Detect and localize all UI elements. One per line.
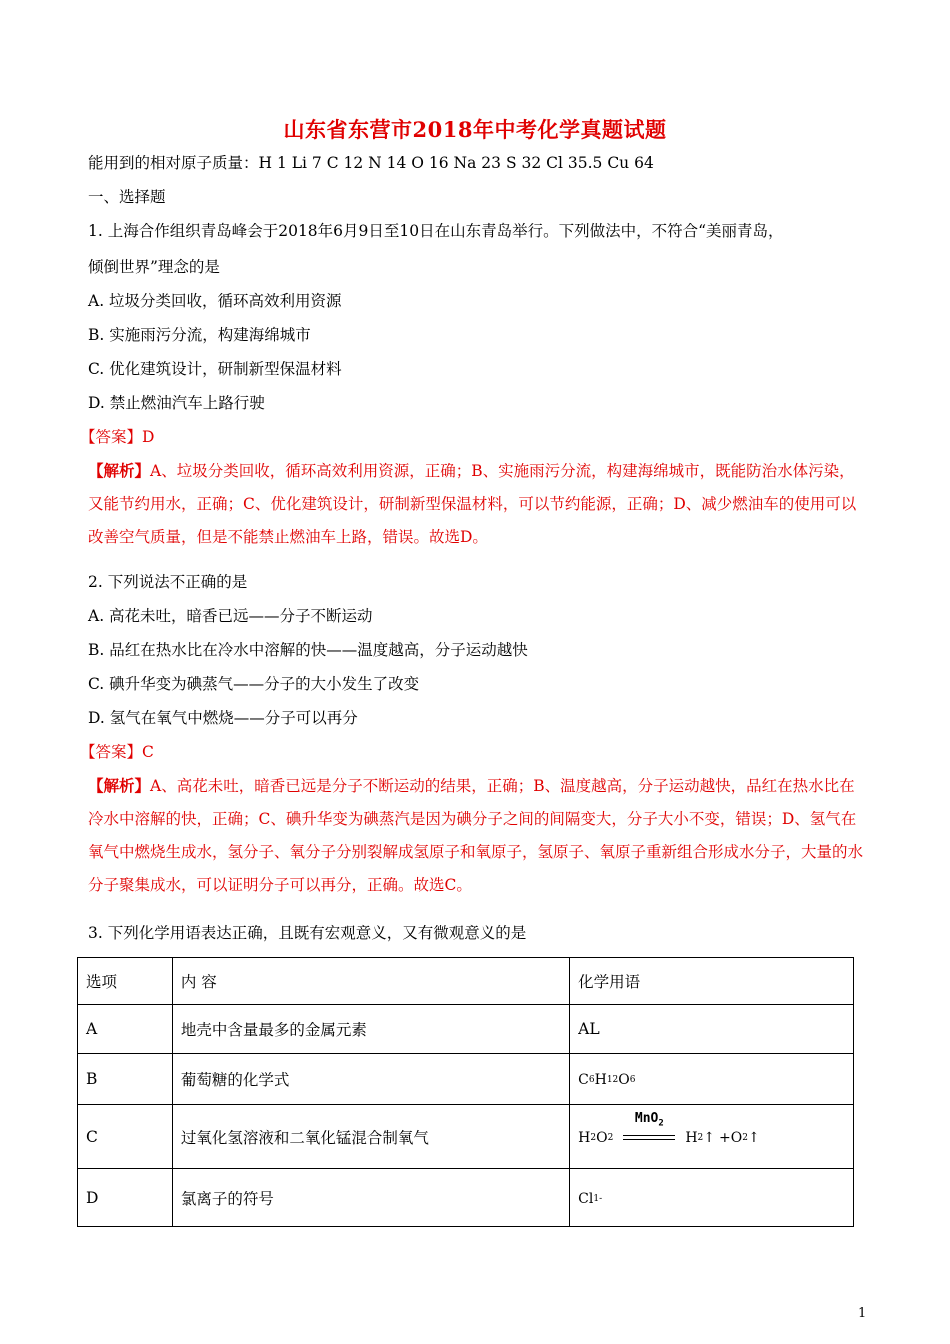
q2-option-b: B. 品红在热水比在冷水中溶解的快——温度越高，分子运动越快 bbox=[88, 641, 528, 659]
table-row bbox=[78, 1054, 854, 1105]
table-row bbox=[78, 1169, 854, 1227]
chemical-equation: H 2 O 2 MnO$_2$ H 2 ↑ +O 2 ↑ bbox=[578, 1111, 760, 1146]
row-option: B bbox=[78, 1054, 173, 1105]
atomic-mass-line: 能用到的相对原子质量：H 1 Li 7 C 12 N 14 O 16 Na 23 S 32 Cl 35.5 Cu 64 bbox=[88, 154, 654, 172]
row-option: A bbox=[78, 1005, 173, 1054]
q3-stem: 3. 下列化学用语表达正确，且既有宏观意义，又有微观意义的是 bbox=[88, 924, 527, 942]
q2-option-c: C. 碘升华变为碘蒸气——分子的大小发生了改变 bbox=[88, 675, 420, 693]
analysis-tag: 【解析】 bbox=[88, 461, 151, 480]
catalyst-label: MnO$_2$ bbox=[634, 1111, 664, 1129]
row-content: 氯离子的符号 bbox=[172, 1169, 569, 1227]
q2-option-a: A. 高花未吐，暗香已远——分子不断运动 bbox=[88, 607, 373, 625]
table-row bbox=[78, 1005, 854, 1054]
answer-tag: 【答案】 bbox=[80, 743, 143, 761]
q2-analysis bbox=[88, 769, 868, 902]
q1-option-a: A. 垃圾分类回收，循环高效利用资源 bbox=[88, 292, 342, 310]
q1-option-c: C. 优化建筑设计，研制新型保温材料 bbox=[88, 360, 342, 378]
answer-value: C bbox=[142, 743, 154, 761]
q1-stem-line2: 倾倒世界”理念的是 bbox=[88, 258, 220, 276]
table-header-row bbox=[78, 958, 854, 1005]
q2-answer bbox=[80, 742, 154, 762]
analysis-text: A、垃圾分类回收，循环高效利用资源，正确；B、实施雨污分流，构建海绵城市，既能防治水体污染，又能节约用水，正确；C、优化建筑设计，研制新型保温材料，可以节约能源，正确；D、减少燃油车的使用可以改善空气质量，但是不能禁止燃油车上路，错误。故选D。 bbox=[88, 462, 857, 546]
row-content: 地壳中含量最多的金属元素 bbox=[172, 1005, 569, 1054]
q1-option-d: D. 禁止燃油汽车上路行驶 bbox=[88, 394, 265, 412]
q3-options-table bbox=[77, 957, 854, 1227]
row-term: Cl 1- bbox=[570, 1169, 854, 1227]
reaction-arrow bbox=[623, 1111, 675, 1140]
row-term: AL bbox=[570, 1005, 854, 1054]
q2-option-d: D. 氢气在氧气中燃烧——分子可以再分 bbox=[88, 709, 358, 727]
q1-option-b: B. 实施雨污分流，构建海绵城市 bbox=[88, 326, 311, 344]
row-term bbox=[570, 1105, 854, 1169]
q1-answer bbox=[80, 427, 154, 447]
q2-stem: 2. 下列说法不正确的是 bbox=[88, 573, 248, 591]
q1-stem-line1: 1. 上海合作组织青岛峰会于2018年6月9日至10日在山东青岛举行。下列做法中，不符合“美丽青岛， bbox=[88, 222, 784, 240]
table-row bbox=[78, 1105, 854, 1169]
document-title: 山东省东营市2018年中考化学真题试题 bbox=[283, 117, 667, 142]
answer-tag: 【答案】 bbox=[80, 428, 143, 446]
page-number: 1 bbox=[858, 1306, 867, 1321]
header-term: 化学用语 bbox=[570, 958, 854, 1005]
row-option: D bbox=[78, 1169, 173, 1227]
q1-analysis bbox=[88, 454, 868, 554]
analysis-text: A、高花未吐，暗香已远是分子不断运动的结果，正确；B、温度越高，分子运动越快，品红在热水比在冷水中溶解的快，正确；C、碘升华变为碘蒸汽是因为碘分子之间的间隔变大，分子大小不变，错误；D、氢气在氧气中燃烧生成水，氢分子、氧分子分别裂解成氢原子和氧原子，氢原子、氧原子重新组合形成水分子，大量的水分子聚集成水，可以证明分子可以再分，正确。故选C。 bbox=[88, 777, 864, 894]
row-term: C 6 H 12 O 6 bbox=[570, 1054, 854, 1105]
row-content: 葡萄糖的化学式 bbox=[172, 1054, 569, 1105]
row-content: 过氧化氢溶液和二氧化锰混合制氧气 bbox=[172, 1105, 569, 1169]
row-option: C bbox=[78, 1105, 173, 1169]
header-content: 内 容 bbox=[172, 958, 569, 1005]
answer-value: D bbox=[142, 428, 155, 446]
header-option: 选项 bbox=[78, 958, 173, 1005]
analysis-tag: 【解析】 bbox=[88, 776, 151, 795]
section-heading: 一、选择题 bbox=[88, 188, 166, 206]
